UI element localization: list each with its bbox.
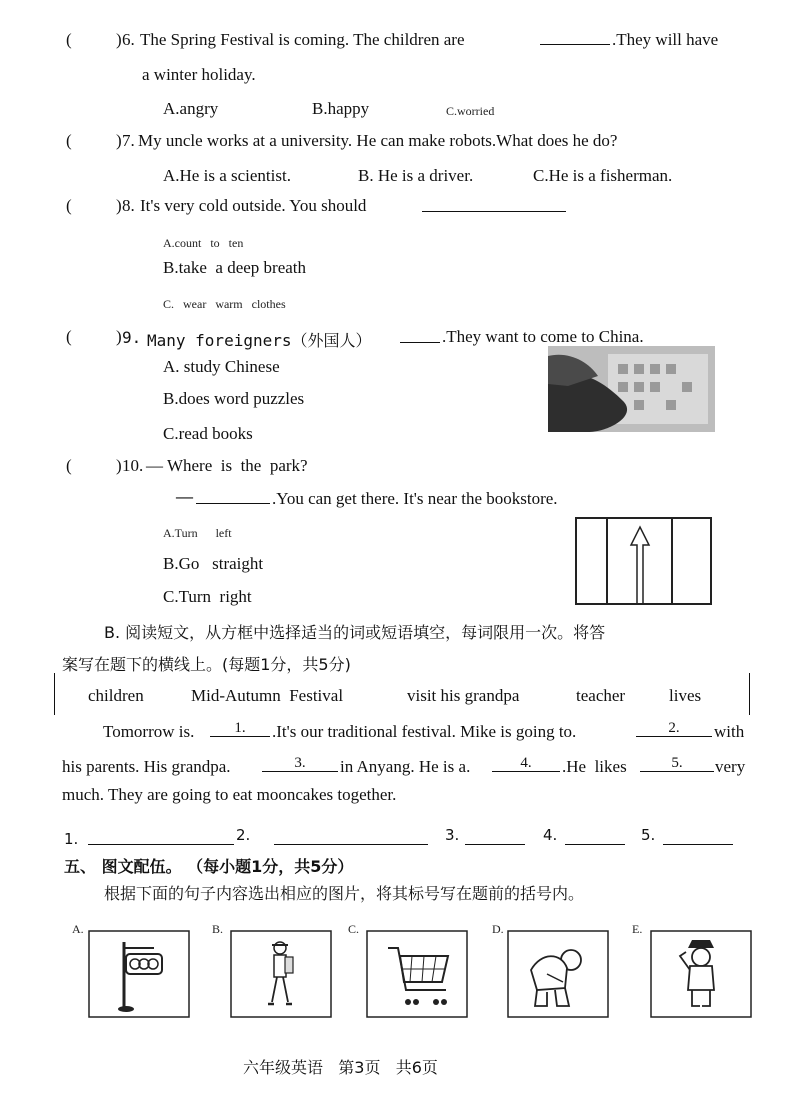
picture-label-e: E. — [632, 922, 643, 936]
answer-label-3: 3. — [445, 826, 460, 844]
q9-stem: Many foreigners（外国人） — [147, 331, 372, 350]
shopping-cart-picture — [366, 930, 468, 1018]
q9-option-c: C.read books — [163, 424, 253, 443]
q6-stem-cont: .They will have — [612, 30, 719, 49]
passage-blank-5 — [640, 757, 714, 772]
picture-label-a: A. — [72, 922, 84, 936]
q6-number: 6. — [122, 30, 135, 49]
q7-number: 7. — [122, 131, 135, 150]
answer-line-5[interactable] — [663, 830, 733, 845]
q9-option-b: B.does word puzzles — [163, 389, 305, 408]
passage-text: in Anyang. He is a. — [340, 757, 471, 776]
picture-label-c: C. — [348, 922, 360, 936]
answer-label-5: 5. — [641, 826, 656, 844]
passage-text: .He likes — [562, 757, 627, 776]
q8-stem: It's very cold outside. You should — [140, 196, 367, 215]
passage-text: .It's our traditional festival. Mike is going to. — [272, 722, 577, 741]
q10-reply: .You can get there. It's near the bookstore. — [272, 489, 558, 508]
word-box-item: teacher — [576, 686, 626, 705]
q10-option-c: C.Turn right — [163, 587, 252, 606]
picture-label-b: B. — [212, 922, 224, 936]
word-box-right-border — [749, 673, 750, 715]
q8-option-c: C. wear warm clothes — [163, 297, 286, 311]
picture-label-d: D. — [492, 922, 504, 936]
page-footer: 六年级英语 第3页 共6页 — [243, 1058, 438, 1077]
q6-paren-open: ( — [66, 30, 72, 49]
q10-number: 10. — [122, 456, 144, 475]
passage-blank-label: 5. — [671, 755, 683, 771]
passage-text: Tomorrow is. — [103, 722, 195, 741]
q10-paren-open: ( — [66, 456, 72, 475]
passage-blank-label: 2. — [668, 720, 680, 736]
word-box-left-border — [54, 673, 55, 715]
q6-stem-line2: a winter holiday. — [142, 65, 256, 84]
section-b-instruction-cont: 案写在题下的横线上。(每题1分，共5分) — [62, 655, 351, 674]
q8-answer-blank — [422, 197, 566, 212]
q7-paren-open: ( — [66, 131, 72, 150]
q8-paren-open: ( — [66, 196, 72, 215]
passage-blank-4 — [492, 757, 560, 772]
q10-paren-close: ) — [116, 456, 122, 475]
word-box-item: children — [88, 686, 144, 705]
word-puzzle-photo — [548, 346, 715, 432]
passage-blank-3 — [262, 757, 338, 772]
q6-option-c: C.worried — [446, 104, 495, 118]
q6-answer-blank — [540, 30, 610, 45]
section-5-heading: 五、 图文配伍。 （每小题1分，共5分） — [64, 857, 354, 876]
q6-stem: The Spring Festival is coming. The children are — [140, 30, 465, 49]
answer-line-2[interactable] — [274, 830, 428, 845]
q10-option-a: A.Turn left — [163, 526, 232, 540]
q9-option-a: A. study Chinese — [163, 357, 280, 376]
q6-paren-close: ) — [116, 30, 122, 49]
q6-option-a: A.angry — [163, 99, 219, 118]
q10-option-b: B.Go straight — [163, 554, 264, 573]
q10-reply-dash: — — [176, 487, 193, 506]
answer-label-1: 1. — [64, 830, 79, 848]
word-box-item: visit his grandpa — [407, 686, 520, 705]
q9-paren-open: ( — [66, 327, 72, 346]
passage-text: much. They are going to eat mooncakes together. — [62, 785, 397, 804]
passage-blank-1 — [210, 722, 270, 737]
bending-person-picture — [507, 930, 609, 1018]
passage-text: very — [715, 757, 746, 776]
word-box-item: lives — [669, 686, 702, 705]
answer-label-4: 4. — [543, 826, 558, 844]
q7-stem: My uncle works at a university. He can make robots.What does he do? — [138, 131, 618, 150]
answer-label-2: 2. — [236, 826, 251, 844]
q10-stem: — Where is the park? — [146, 456, 308, 475]
q10-answer-blank — [196, 489, 270, 504]
q9-paren-close: ) — [116, 327, 122, 346]
q7-option-b: B. He is a driver. — [358, 166, 474, 185]
passage-text: with — [714, 722, 745, 741]
answer-line-1[interactable] — [88, 830, 234, 845]
q9-stem-cont: .They want to come to China. — [442, 327, 644, 346]
section-5-instruction: 根据下面的句子内容选出相应的图片，将其标号写在题前的括号内。 — [104, 884, 585, 903]
passage-blank-label: 1. — [234, 720, 246, 736]
traffic-light-picture — [88, 930, 190, 1018]
hiker-picture — [230, 930, 332, 1018]
q8-number: 8. — [122, 196, 135, 215]
q9-number: 9. — [122, 328, 142, 347]
passage-blank-label: 4. — [520, 755, 532, 771]
answer-line-3[interactable] — [465, 830, 525, 845]
section-b-instruction: B. 阅读短文，从方框中选择适当的词或短语填空，每词限用一次。将答 — [104, 623, 606, 642]
q6-option-b: B.happy — [312, 99, 370, 118]
q7-paren-close: ) — [116, 131, 122, 150]
q8-paren-close: ) — [116, 196, 122, 215]
q7-option-c: C.He is a fisherman. — [533, 166, 673, 185]
q7-option-a: A.He is a scientist. — [163, 166, 291, 185]
go-straight-road-sign — [575, 517, 712, 605]
q8-option-b: B.take a deep breath — [163, 258, 307, 277]
answer-line-4[interactable] — [565, 830, 625, 845]
q9-answer-blank — [400, 328, 440, 343]
word-box-item: Mid-Autumn Festival — [191, 686, 344, 705]
passage-blank-2 — [636, 722, 712, 737]
passage-text: his parents. His grandpa. — [62, 757, 231, 776]
q8-option-a: A.count to ten — [163, 236, 244, 250]
passage-blank-label: 3. — [294, 755, 306, 771]
policeman-picture — [650, 930, 752, 1018]
